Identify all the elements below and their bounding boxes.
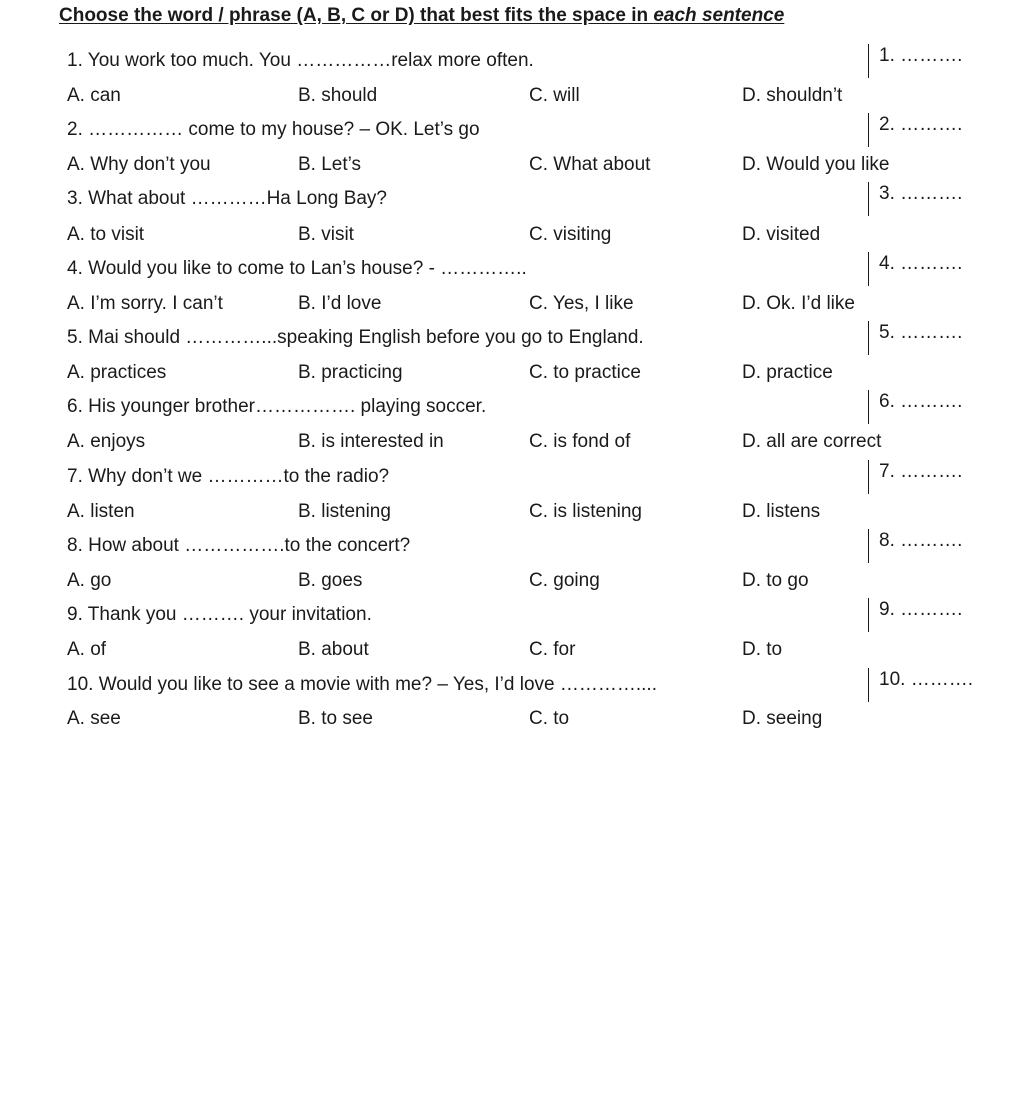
answer-blank-5[interactable]: 5. ………. xyxy=(868,321,962,355)
option-b: B. practicing xyxy=(298,362,403,383)
option-b: B. to see xyxy=(298,708,373,729)
question-8-options xyxy=(0,569,1024,593)
instructions-text: Choose the word / phrase (A, B, C or D) that best fits the space in xyxy=(59,5,654,26)
question-4-text: 4. Would you like to come to Lan’s house? - ………….. xyxy=(67,258,527,279)
answer-blank-7[interactable]: 7. ………. xyxy=(868,460,962,494)
option-b: B. should xyxy=(298,85,378,106)
question-7-text: 7. Why don’t we …………to the radio? xyxy=(67,466,390,487)
question-3-options xyxy=(0,223,1024,247)
option-d: D. shouldn’t xyxy=(742,85,843,106)
option-a: A. of xyxy=(67,639,107,660)
option-c: C. going xyxy=(529,570,600,591)
option-a: A. listen xyxy=(67,501,135,522)
option-b: B. listening xyxy=(298,501,391,522)
option-b: B. about xyxy=(298,639,369,660)
answer-blank-1[interactable]: 1. ………. xyxy=(868,44,962,78)
answer-blank-8[interactable]: 8. ………. xyxy=(868,529,962,563)
question-9-options xyxy=(0,638,1024,662)
option-a: A. enjoys xyxy=(67,431,146,452)
question-6-options xyxy=(0,430,1024,454)
question-3-text: 3. What about …………Ha Long Bay? xyxy=(67,188,387,209)
question-1-options xyxy=(0,84,1024,108)
instructions-heading xyxy=(59,5,784,27)
question-2-options xyxy=(0,153,1024,177)
option-d: D. to go xyxy=(742,570,809,591)
option-b: B. visit xyxy=(298,224,354,245)
question-10-text: 10. Would you like to see a movie with me? – Yes, I’d love ………….... xyxy=(67,674,657,695)
option-d: D. visited xyxy=(742,224,821,245)
question-6-text: 6. His younger brother……………. playing soccer. xyxy=(67,396,487,417)
answer-blank-6[interactable]: 6. ………. xyxy=(868,390,962,424)
option-c: C. to xyxy=(529,708,570,729)
question-1-text: 1. You work too much. You ……………relax more often. xyxy=(67,50,534,71)
option-a: A. can xyxy=(67,85,121,106)
option-c: C. will xyxy=(529,85,580,106)
option-b: B. Let’s xyxy=(298,154,362,175)
option-b: B. I’d love xyxy=(298,293,382,314)
option-b: B. is interested in xyxy=(298,431,444,452)
answer-blank-10[interactable]: 10. ………. xyxy=(868,668,973,702)
question-2-text: 2. …………… come to my house? – OK. Let’s go xyxy=(67,119,480,140)
option-b: B. goes xyxy=(298,570,363,591)
option-c: C. is fond of xyxy=(529,431,631,452)
question-10-options xyxy=(0,707,1024,731)
option-c: C. Yes, I like xyxy=(529,293,634,314)
option-a: A. to visit xyxy=(67,224,145,245)
option-a: A. I’m sorry. I can’t xyxy=(67,293,223,314)
option-c: C. What about xyxy=(529,154,651,175)
answer-blank-4[interactable]: 4. ………. xyxy=(868,252,962,286)
option-c: C. for xyxy=(529,639,576,660)
option-d: D. seeing xyxy=(742,708,823,729)
option-d: D. practice xyxy=(742,362,833,383)
option-d: D. all are correct xyxy=(742,431,882,452)
question-8-text: 8. How about …………….to the concert? xyxy=(67,535,411,556)
question-4-options xyxy=(0,292,1024,316)
option-d: D. to xyxy=(742,639,783,660)
option-c: C. is listening xyxy=(529,501,642,522)
question-7-options xyxy=(0,500,1024,524)
question-9-text: 9. Thank you ………. your invitation. xyxy=(67,604,372,625)
answer-blank-2[interactable]: 2. ………. xyxy=(868,113,962,147)
option-a: A. practices xyxy=(67,362,167,383)
option-a: A. Why don’t you xyxy=(67,154,211,175)
answer-blank-9[interactable]: 9. ………. xyxy=(868,598,962,632)
option-d: D. Ok. I’d like xyxy=(742,293,855,314)
option-a: A. see xyxy=(67,708,121,729)
option-d: D. Would you like xyxy=(742,154,890,175)
instructions-emphasis: each sentence xyxy=(653,5,785,26)
option-d: D. listens xyxy=(742,501,821,522)
option-c: C. to practice xyxy=(529,362,641,383)
option-c: C. visiting xyxy=(529,224,612,245)
question-5-text: 5. Mai should …………...speaking English before you go to England. xyxy=(67,327,644,348)
question-5-options xyxy=(0,361,1024,385)
option-a: A. go xyxy=(67,570,112,591)
answer-blank-3[interactable]: 3. ………. xyxy=(868,182,962,216)
